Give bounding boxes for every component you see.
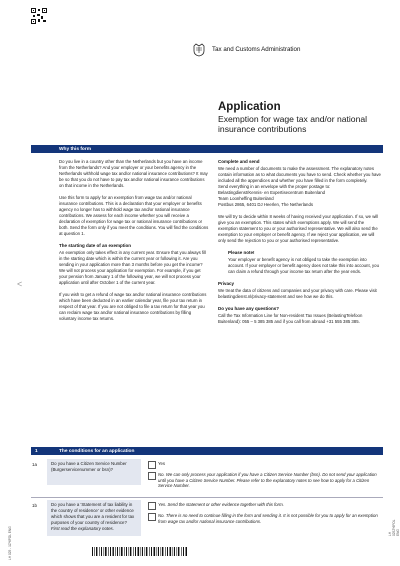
page-title: Application <box>218 101 281 113</box>
section-number: 1 <box>35 448 38 454</box>
option-no-label: No. We can only process your application if you have a Citizen Service Number (bsn). Do not send your application until you have a Citizen Service Number. Please refer to the explanatory notes to see how to apply for a Citizen Service Number. <box>158 472 377 489</box>
decision-paragraph: We will try to decide within 8 weeks of having received your application. If so, we will give you an exemption. This states which exemptions apply. We will send the exemption statement to you or your authorised representative. We will also send the exemption to your employer or benefit agency. If we reject your application, we will only send the rejection to you or your authorised representative. <box>218 214 379 243</box>
question-1a-label: Do you have a Citizen Service Number (Burgerservicenummer or bsn)? <box>47 459 141 485</box>
starting-date-heading: The starting date of an exemption <box>59 243 132 248</box>
complete-send-heading: Complete and send <box>218 159 260 164</box>
option-yes-label: Yes. Send the statement or other evidence together with this form. <box>158 502 284 507</box>
section-bar-1 <box>31 447 383 455</box>
left-column <box>59 159 209 328</box>
address-line: Team Loonheffing Buitenland <box>218 196 274 201</box>
privacy-heading: Privacy <box>218 281 235 286</box>
question-1b-hint: First read the explanatory notes. <box>51 526 114 531</box>
crown-shield-logo-icon <box>193 43 205 57</box>
divider <box>31 497 383 498</box>
intro-paragraph: Do you live in a country other than the Netherlands but you have an income from the Netherlands? And your employer or your benefits agency in the Netherlands withhold wage tax and/or national insurance contributions? It may be so that you do not have to pay tax and/or national insurance contributions on that income in the Netherlands. <box>59 159 208 188</box>
questions-paragraph: Call the Tax Information Line for Non-resident Tax Issues (BelastingTelefoon Buitenland): 055 – 5 385 385 and if you call from abroad +31 555 385 385. <box>218 313 363 324</box>
address-line: Send everything in an envelope with the proper postage to: <box>218 184 331 189</box>
question-number: 1a <box>32 462 38 467</box>
note-paragraph: Your employer or benefit agency is not obliged to take the exemption into account. If your employer or benefit agency does not take this into account, you can claim a refund through your income tax return after the year ends. <box>228 257 379 274</box>
complete-paragraph: We need a number of documents to make the assessment. The explanatory notes contain information as to what documents you have to send. Check whether you have included all the appendices and whether you have filled in the form completely. <box>218 166 381 183</box>
question-1b-label <box>47 500 141 536</box>
form-code-right: LH 025Z*6FOL ENG <box>388 519 400 536</box>
form-code-left: LH 025 - 1Z*6FOL ENG <box>8 526 12 560</box>
option-no-label: No. There is no need to continue filling in the form and sending it. It is not possible for you to apply for an exemption from wage tax and/or national insurance contributions. <box>158 513 378 524</box>
note-heading: Please note! <box>228 250 255 255</box>
no-checkbox[interactable] <box>148 472 156 480</box>
section-heading: Why this form <box>59 146 91 152</box>
address-line: Belastingdienst/Kennis- en Expertisecentrum Buitenland <box>218 190 326 195</box>
question-number: 1b <box>32 503 38 508</box>
barcode-icon <box>92 547 187 556</box>
questions-heading: Do you have any questions? <box>218 306 280 311</box>
yes-checkbox[interactable] <box>148 461 156 469</box>
section-heading: The conditions for an application <box>59 448 135 454</box>
refund-paragraph: If you wish to get a refund of wage tax and/or national insurance contributions which have been deducted in an earlier calendar year, file your tax return in respect of that year. If you are not obliged to file a tax return for that year you can reclaim wage tax and/or national insurance contributions by filling voluntary income tax returns. <box>59 292 207 321</box>
qr-code-icon <box>31 8 47 24</box>
note-block <box>218 250 381 275</box>
page-subtitle: Exemption for wage tax and/or national insurance contributions <box>218 114 368 134</box>
right-column <box>218 159 381 331</box>
section-bar-why <box>31 145 383 153</box>
question-1b-text: Do you have a 'Statement of tax liability in the country of residence' or other evidence which shows that you are a resident for tax purposes of your country of residence? <box>51 502 135 525</box>
privacy-paragraph: We treat the data of citizens and companies and your privacy with care. Please visit belastingdienst.nl/privacy-statement and see how we do this. <box>218 288 377 299</box>
chevron-left-icon: < <box>17 279 23 289</box>
agency-name: Tax and Customs Administration <box>212 46 301 53</box>
usage-paragraph: Use this form to apply for an exemption from wage tax and/or national insurance contributions. This is a declaration that your employer or benefits agency no longer has to withhold wage tax and/or national insurance contributions. We assess for each income whether you will receive a declaration of exemption for wage tax or national insurance contributions or both. Send the form only if you meet the conditions. You will find the conditions at question 1. <box>59 195 209 236</box>
yes-checkbox[interactable] <box>148 502 156 510</box>
address-line: Postbus 2865, 6401 DJ Heerlen, The Netherlands <box>218 202 313 207</box>
no-checkbox[interactable] <box>148 513 156 521</box>
starting-date-paragraph: An exemption only takes effect in any current year. Ensure that you always fill in the starting date which is within the current year or following it. Are you sending in your application more than 3 months before you get the income? We will not process your application for exemption. For example, if you get your pension from January 1 of the following year, we will not process your application until after October 1 of the current year. <box>59 250 207 285</box>
option-yes-label: Yes <box>158 461 166 466</box>
